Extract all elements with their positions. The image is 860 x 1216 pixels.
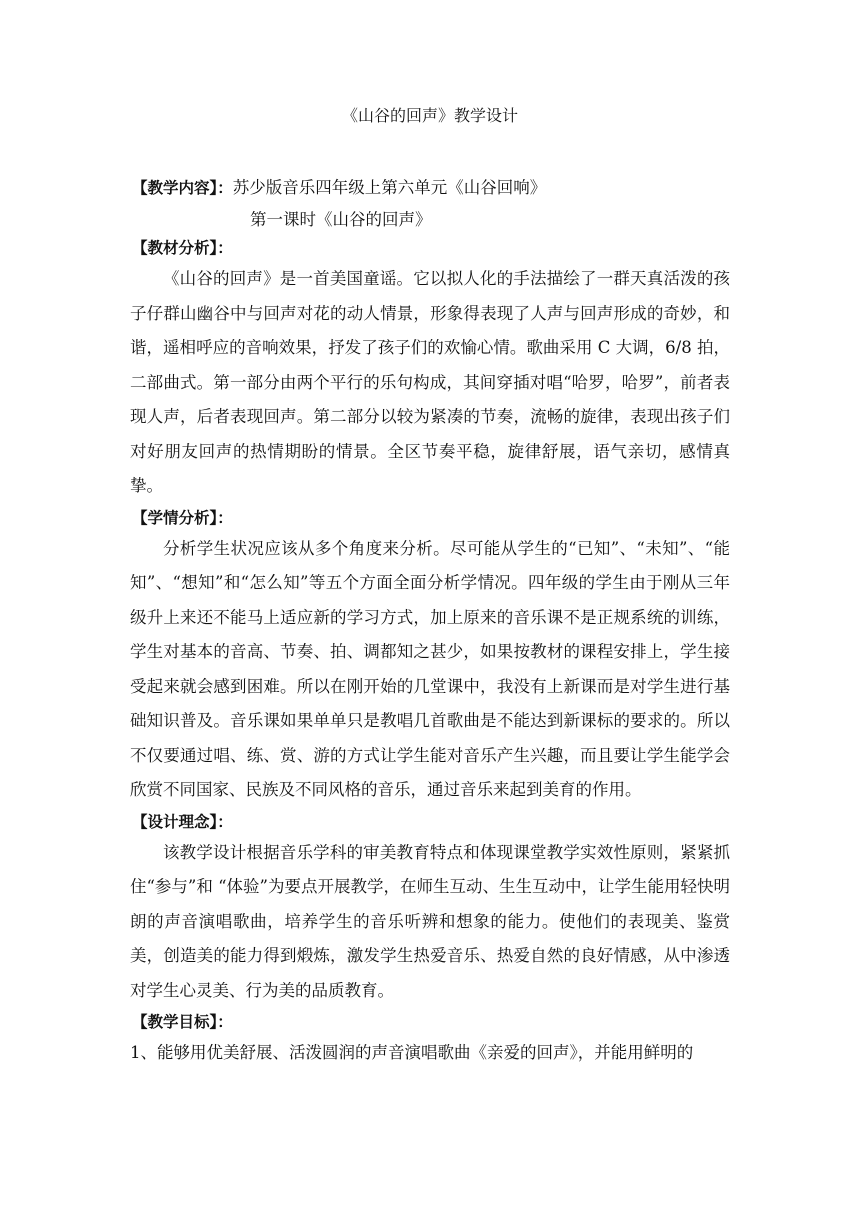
document-body bbox=[130, 174, 730, 1071]
section-teaching-content bbox=[130, 174, 730, 202]
heading-teaching-goals: 【教学目标】： bbox=[132, 1013, 233, 1031]
teaching-content-line-1: 苏少版音乐四年级上第六单元《山谷回响》 bbox=[232, 178, 547, 197]
paragraph-student-analysis: 分析学生状况应该从多个角度来分析。尽可能从学生的“已知”、“未知”、“能知”、“想知”和“怎么知”等五个方面全面分析学情况。四年级的学生由于刚从三年级升上来还不能马上适应新的学习方式，加上原来的音乐课不是正规系统的训练，学生对基本的音高、节奏、拍、调都知之甚少，如果按教材的课程安排上，学生接受起来就会感到困难。所以在刚开始的几堂课中，我没有上新课而是对学生进行基础知识普及。音乐课如果单单只是教唱几首歌曲是不能达到新课标的要求的。所以不仅要通过唱、练、赏、游的方式让学生能对音乐产生兴趣，而且要让学生能学会欣赏不同国家、民族及不同风格的音乐，通过音乐来起到美育的作用。 bbox=[130, 538, 730, 799]
teaching-content-line-2: 第一课时《山谷的回声》 bbox=[250, 210, 432, 229]
heading-textbook-analysis: 【教材分析】： bbox=[132, 239, 233, 257]
heading-teaching-content: 【教学内容】： bbox=[132, 179, 233, 197]
heading-design-concept: 【设计理念】： bbox=[132, 812, 233, 831]
goal-item-1: 1、能够用优美舒展、活泼圆润的声音演唱歌曲《亲爱的回声》，并能用鲜明的 bbox=[130, 1043, 694, 1062]
document-title: 《山谷的回声》教学设计 bbox=[341, 106, 518, 125]
paragraph-textbook-analysis: 《山谷的回声》是一首美国童谣。它以拟人化的手法描绘了一群天真活泼的孩子仔群山幽谷中与回声对花的动人情景，形象得表现了人声与回声形成的奇妙，和谐，遥相呼应的音响效果，抒发了孩子们的欢愉心情。歌曲采用 C 大调，6/8 拍，二部曲式。第一部分由两个平行的乐句构成，其间穿插对唱“哈罗，哈罗”，前者表现人声，后者表现回声。第二部分以较为紧凑的节奏，流畅的旋律，表现出孩子们对好朋友回声的热情期盼的情景。全区节奏平稳，旋律舒展，语气亲切，感情真挚。 bbox=[130, 269, 730, 495]
paragraph-design-concept: 该教学设计根据音乐学科的审美教育特点和体现课堂教学实效性原则，紧紧抓住“参与”和 “体验”为要点开展教学，在师生互动、生生互动中，让学生能用轻快明朗的声音演唱歌曲，培养学生的音乐听辨和想象的能力。使他们的表现美、鉴赏美，创造美的能力得到煅炼，激发学生热爱音乐、热爱自然的良好情感，从中渗透对学生心灵美、行为美的品质教育。 bbox=[130, 842, 730, 1000]
heading-student-analysis: 【学情分析】： bbox=[132, 508, 233, 527]
